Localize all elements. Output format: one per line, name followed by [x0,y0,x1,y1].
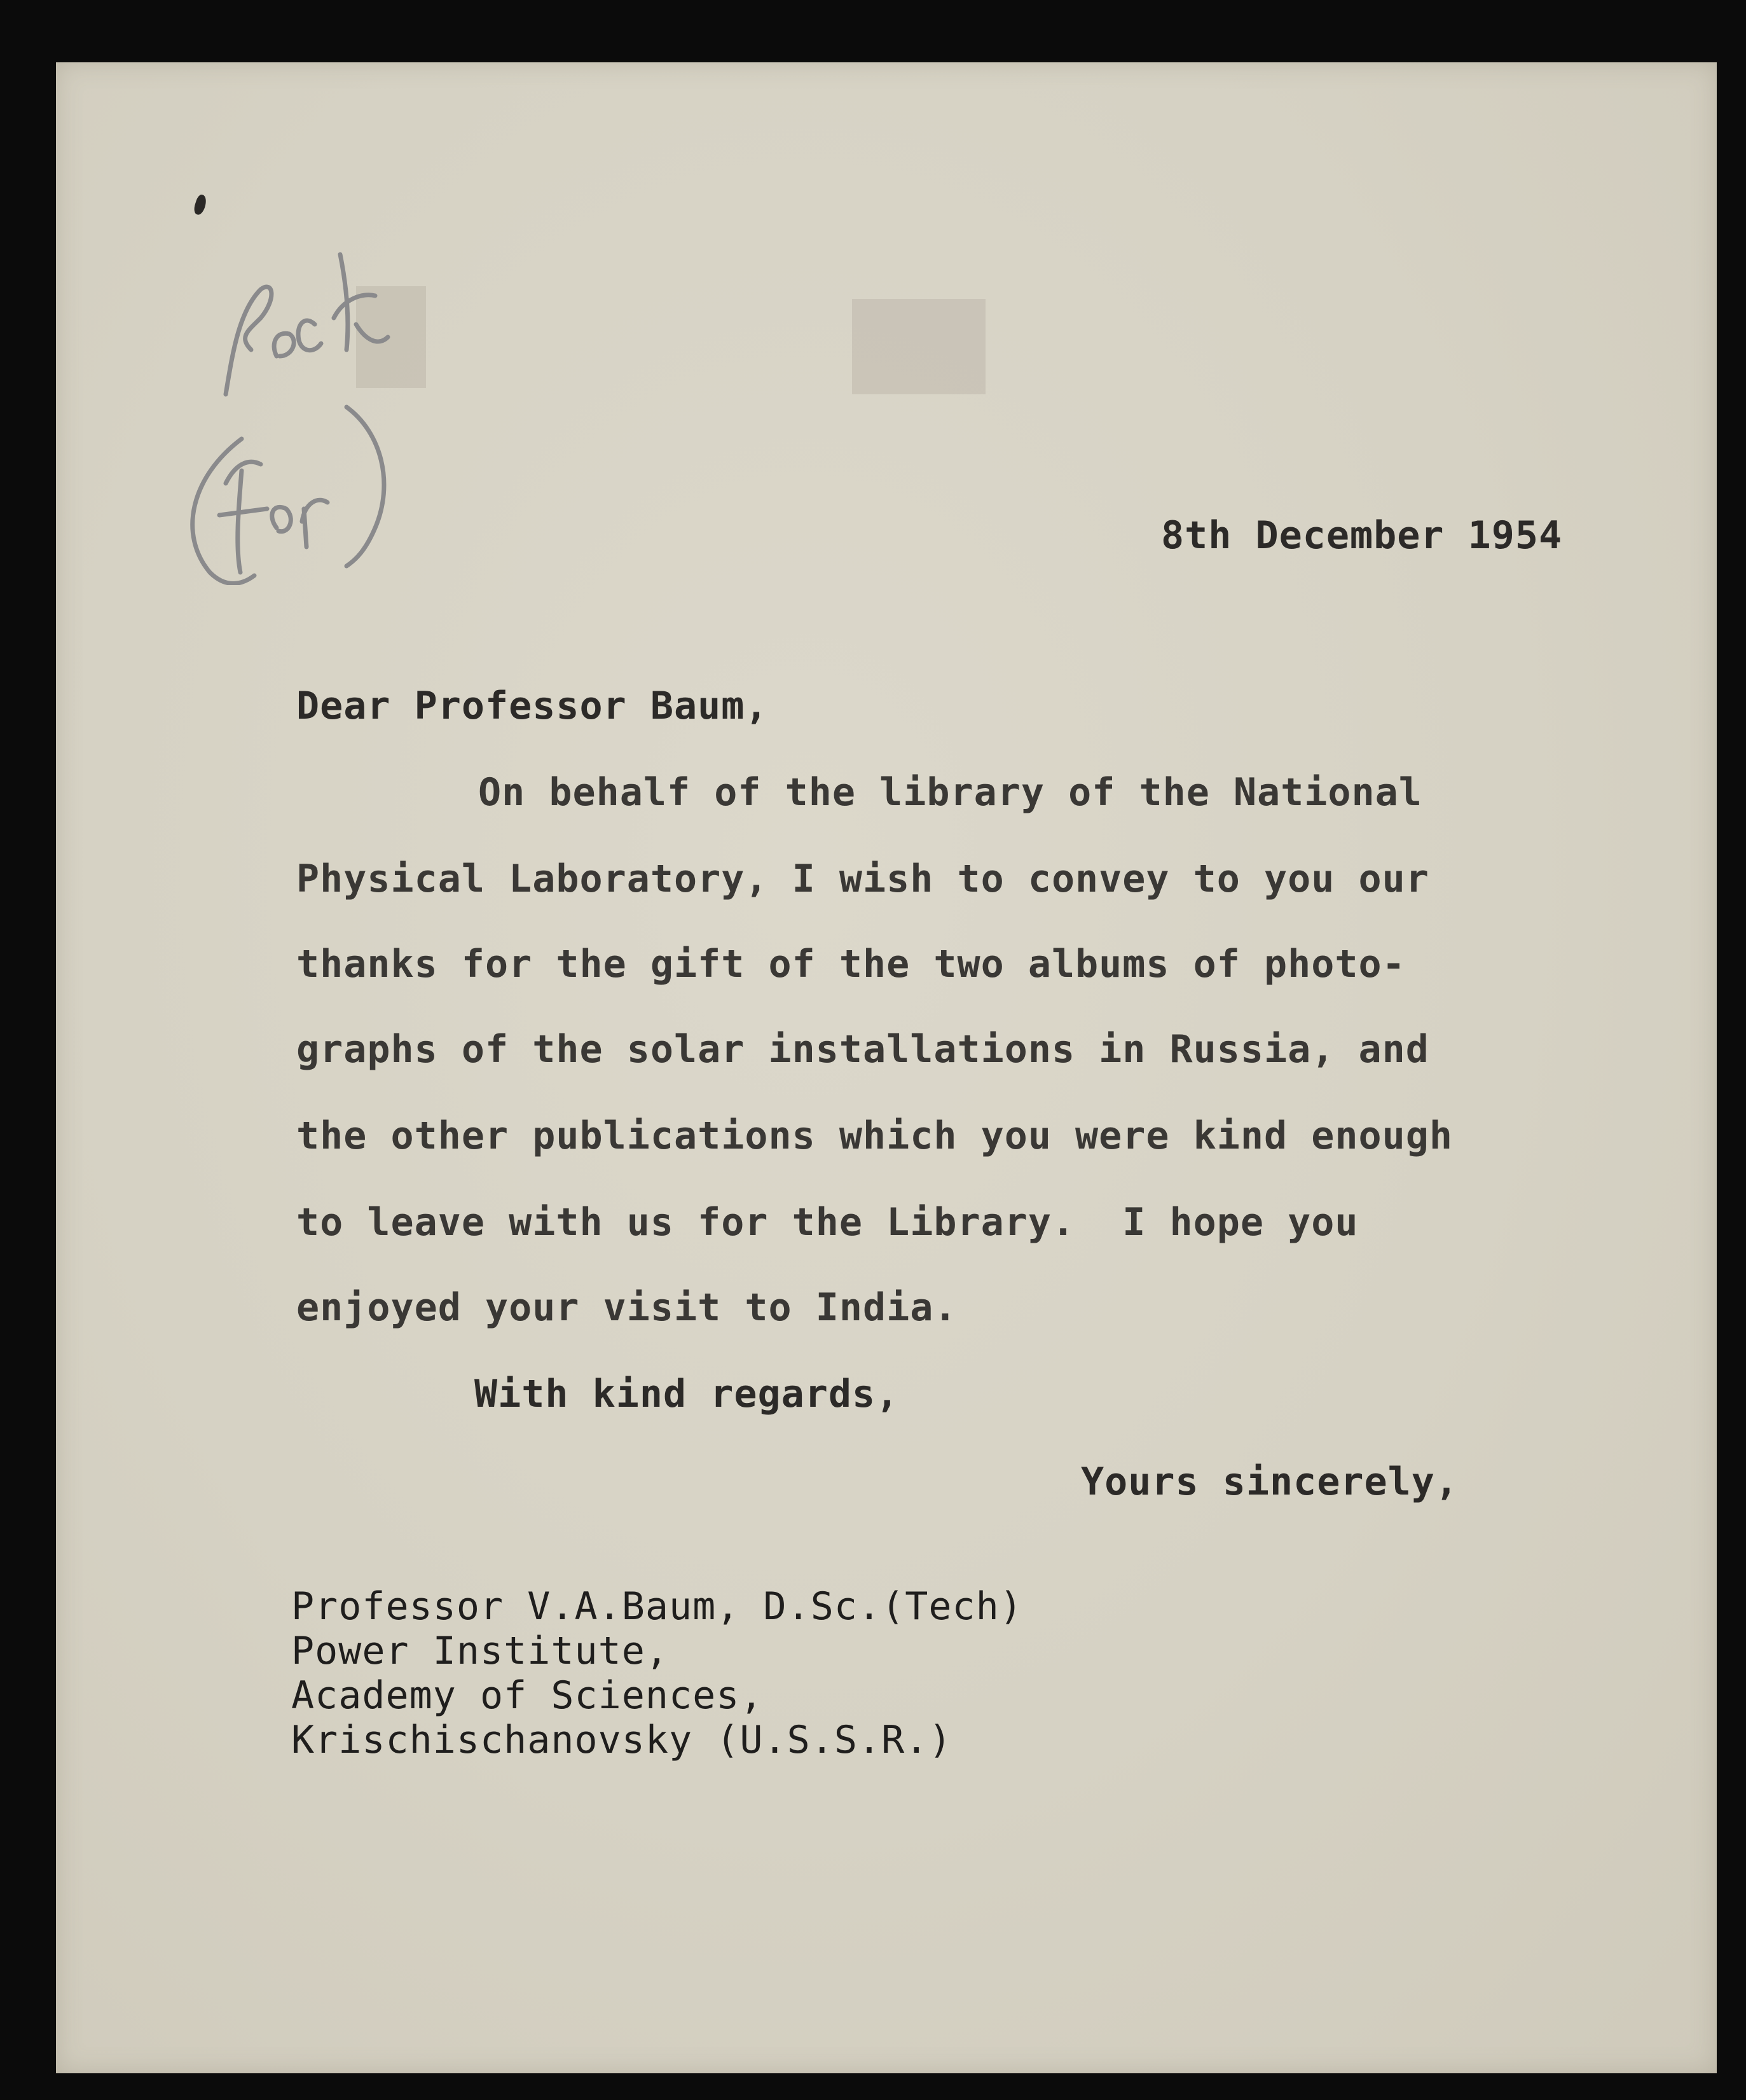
address-line-institute: Power Institute, [291,1629,669,1673]
body-line: graphs of the solar installations in Russia, and [296,1027,1429,1072]
body-line: to leave with us for the Library. I hope you [296,1200,1359,1245]
letter-closing: Yours sincerely, [1081,1460,1459,1504]
address-line-name: Professor V.A.Baum, D.Sc.(Tech) [291,1584,1023,1629]
letter-salutation: Dear Professor Baum, [296,684,769,728]
address-line-academy: Academy of Sciences, [291,1673,764,1718]
body-line: enjoyed your visit to India. [296,1285,958,1330]
body-line: On behalf of the library of the National [478,770,1422,815]
body-line: thanks for the gift of the two albums of photo- [296,942,1406,986]
body-line: Physical Laboratory, I wish to convey to you our [296,857,1429,901]
letter-date: 8th December 1954 [1161,513,1563,558]
letter-regards: With kind regards, [474,1372,900,1416]
body-line: the other publications which you were kind enough [296,1114,1454,1158]
address-line-location: Krischischanovsky (U.S.S.R.) [291,1718,952,1762]
